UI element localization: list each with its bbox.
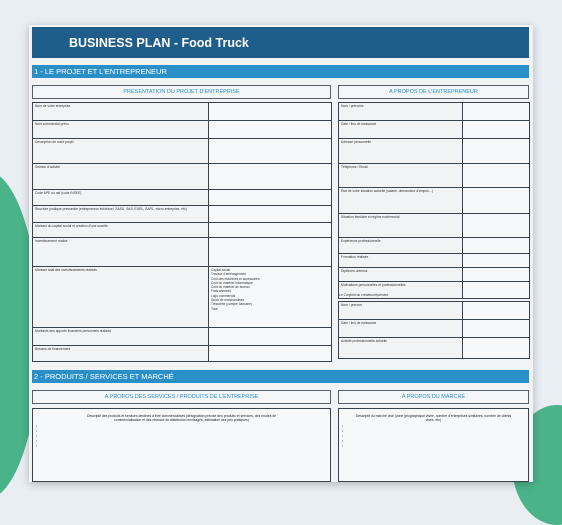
project-row-label: Besoins de financement — [33, 346, 209, 362]
entrepreneur-row-label: Adresse personnelle — [339, 139, 463, 164]
investment-item: Capital social — [211, 268, 230, 272]
project-row-value[interactable] — [209, 103, 332, 121]
investment-item: Coût du matériel informatique — [211, 280, 253, 285]
entrepreneur-row-label: Motivations personnelles et professionnelles — [339, 282, 463, 299]
entrepreneur-row-label: Nom / prénoms — [339, 103, 463, 121]
partner-table — [338, 301, 530, 359]
project-row-value[interactable] — [209, 139, 332, 164]
document-title: BUSINESS PLAN - Food Truck — [32, 27, 529, 58]
project-row-label: Code APE ou naf (code INSEE) — [33, 190, 209, 206]
project-row-label: Montants des apports financiers personnels réalisés — [33, 328, 209, 346]
partner-row-label: Activité professionnelle actuelle — [339, 338, 463, 359]
services-description-box[interactable] — [32, 408, 331, 482]
entrepreneur-row-label: Situation familiale et régime matrimonial — [339, 214, 463, 238]
project-row-label: Montant total des investissements réalisés — [33, 267, 209, 328]
entrepreneur-row-value[interactable] — [463, 254, 530, 268]
entrepreneur-row-value[interactable] — [463, 188, 530, 214]
partner-row-label: Date / lieu de naissance — [339, 320, 463, 338]
project-row-label: Structure juridique pressentie (entrepreneur individuel, SASU, SAS, EURL, SARL, micro-entreprise, etc) — [33, 206, 209, 223]
project-row-label: Nom commercial prévu — [33, 121, 209, 139]
project-row-value[interactable] — [209, 121, 332, 139]
services-description-text: Descriptif des produits et services destinés à être commercialisés (désignation précise des produits et services, des modes de commercialisation et des réseaux de distribution envisagés, estimation des prix pratiqués) — [86, 414, 277, 423]
entrepreneur-row-value[interactable] — [463, 214, 530, 238]
entrepreneur-row-label: Formation réalisée — [339, 254, 463, 268]
bullet-list: • • • • • — [36, 424, 38, 449]
project-row-label: Investissement réalisé — [33, 238, 209, 267]
project-row-value[interactable] — [209, 164, 332, 190]
entrepreneur-header: A PROPOS DE L'ENTREPRENEUR — [338, 85, 529, 99]
investment-item: Logo commercial — [211, 293, 236, 298]
partner-row-value[interactable] — [463, 320, 530, 338]
investment-item: Stock de marchandises — [211, 298, 245, 303]
partner-row-label: Nom / prénom — [339, 302, 463, 320]
project-row-label: Nom de votre entreprise — [33, 103, 209, 121]
entrepreneur-row-label: Diplômes obtenus — [339, 268, 463, 282]
investment-item: Total — [211, 306, 218, 311]
investment-item: Coût du matériel de bureau — [211, 285, 250, 290]
project-row-label: Secteur d'activité — [33, 164, 209, 190]
entrepreneur-row-value[interactable] — [463, 238, 530, 254]
project-presentation-header: PRÉSENTATION DU PROJET D'ENTREPRISE — [32, 85, 331, 99]
entrepreneur-row-label: Téléphone / Email — [339, 164, 463, 188]
project-row-value[interactable] — [209, 346, 332, 362]
services-header: A PROPOS DES SERVICES / PRODUITS DE L'ENTREPRISE — [32, 390, 331, 404]
investment-item: Trésorerie (compte bancaire) — [211, 302, 252, 307]
project-row-value[interactable] — [209, 238, 332, 267]
entrepreneur-row-value[interactable] — [463, 139, 530, 164]
market-description-box[interactable] — [338, 408, 529, 482]
entrepreneur-row-value[interactable] — [463, 164, 530, 188]
project-row-value[interactable] — [209, 223, 332, 238]
entrepreneur-row-value[interactable] — [463, 121, 530, 139]
entrepreneur-row-value[interactable] — [463, 103, 530, 121]
investment-item: Coût des machines et accessoires — [211, 276, 260, 281]
project-row-value[interactable] — [209, 190, 332, 206]
project-row-value[interactable] — [209, 206, 332, 223]
entrepreneur-row-value[interactable] — [463, 282, 530, 299]
bullet-list: • • • • • — [342, 424, 344, 449]
market-description-text: Descriptif du marché visé (zone géographique visée, nombre d'entreprises similaires, nombre de clients visés, etc) — [355, 414, 512, 423]
project-row-label: Description de votre projet — [33, 139, 209, 164]
investment-item: Frais annexes — [211, 289, 232, 294]
partner-subtitle: Le Conjoint du créateur/repreneur — [339, 293, 389, 297]
partner-row-value[interactable] — [463, 338, 530, 359]
project-row-label: Montant du capital social et création d'une société — [33, 223, 209, 238]
project-row-value[interactable] — [209, 328, 332, 346]
section-2-header: 2 - PRODUITS / SERVICES ET MARCHÉ — [32, 370, 529, 383]
investment-list — [209, 267, 332, 328]
entrepreneur-row-label: Etat de votre situation actuelle (salarié, demandeur d'emploi,...) — [339, 188, 463, 214]
entrepreneur-row-label: Date / lieu de naissance — [339, 121, 463, 139]
partner-row-value[interactable] — [463, 302, 530, 320]
section-1-header: 1 - LE PROJET ET L'ENTREPRENEUR — [32, 65, 529, 78]
business-plan-sheet — [29, 25, 533, 482]
entrepreneur-row-label: Expérience professionnelle — [339, 238, 463, 254]
market-header: A PROPOS DU MARCHÉ — [338, 390, 529, 404]
project-table — [32, 102, 332, 362]
entrepreneur-table — [338, 102, 530, 299]
entrepreneur-row-value[interactable] — [463, 268, 530, 282]
investment-item: Travaux d'aménagement — [211, 272, 247, 277]
